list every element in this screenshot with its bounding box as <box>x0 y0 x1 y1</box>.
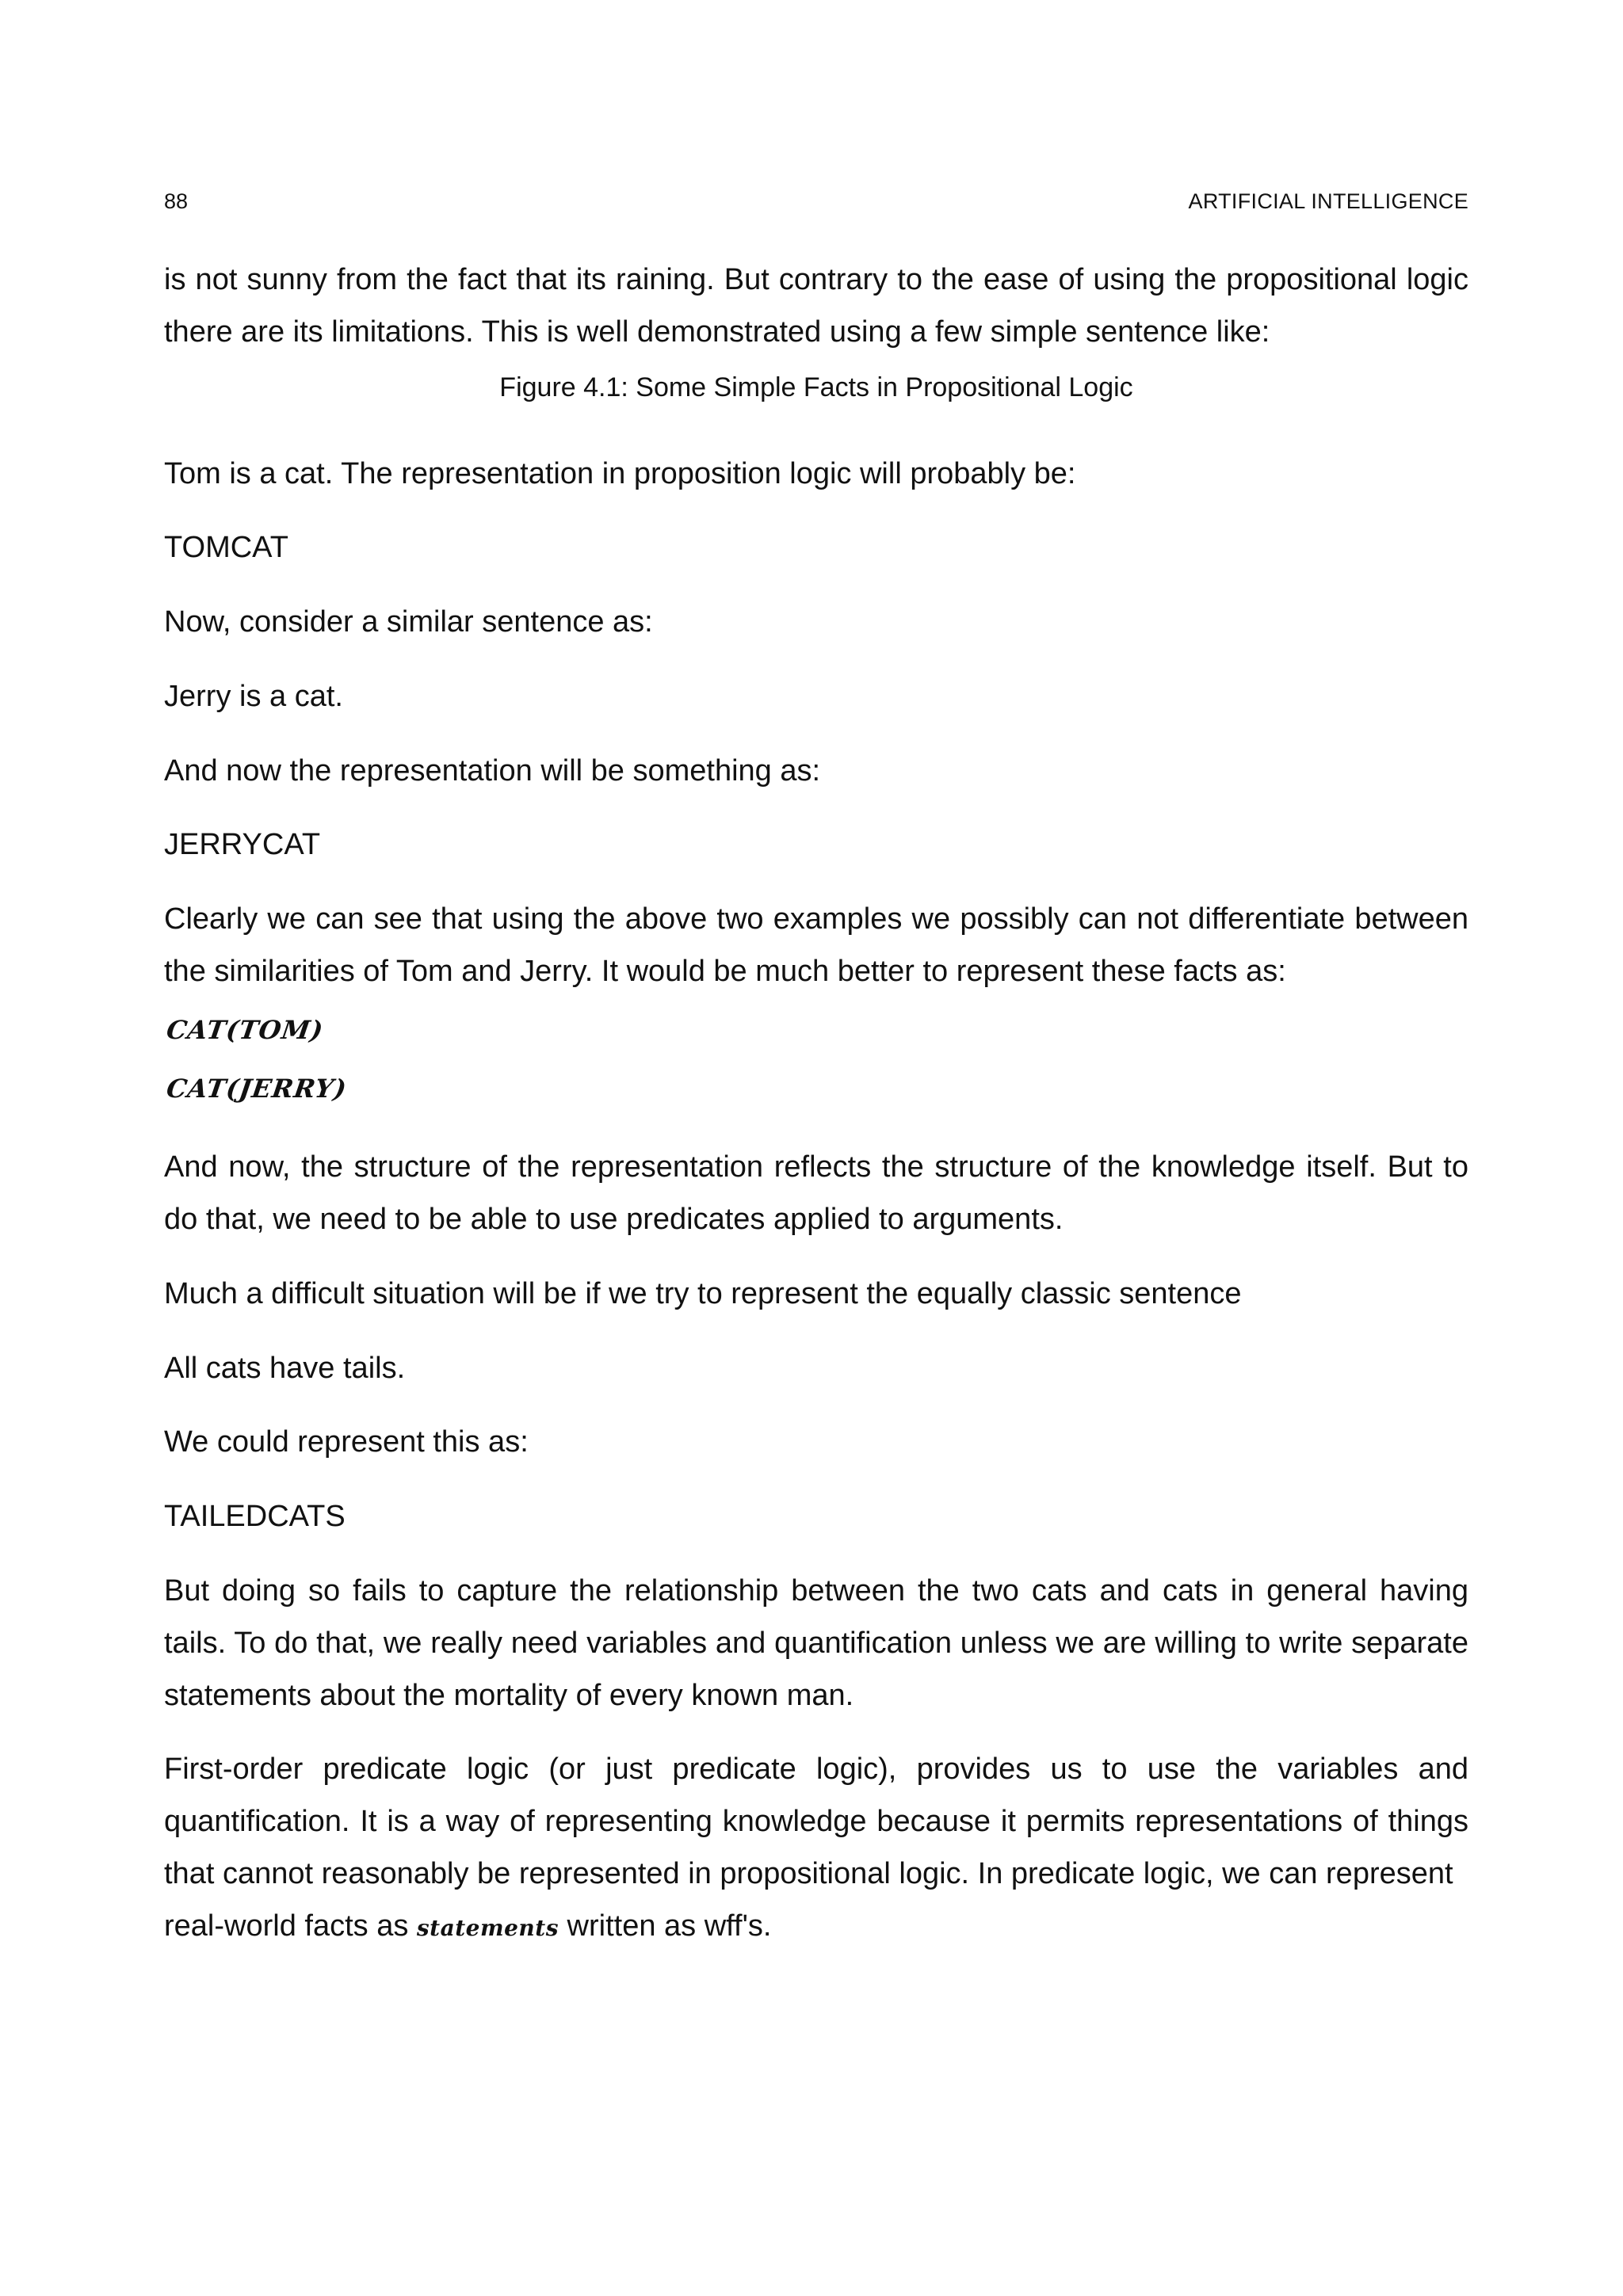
formula-cat-tom: CAT(TOM) <box>164 1015 326 1045</box>
paragraph-represent-as: We could represent this as: <box>164 1425 529 1459</box>
paragraph-all-cats: All cats have tails. <box>164 1352 406 1385</box>
real-world-text-start: real-world facts as <box>164 1909 417 1943</box>
paragraph-consider: Now, consider a similar sentence as: <box>164 605 653 639</box>
stylized-statements-word: statements <box>416 1915 559 1941</box>
paragraph-fails-capture: But doing so fails to capture the relationship between the two cats and cats in general having tails. To do that, we really need variables and quantification unless we are willing to write separate statements about the mortality of every known man. <box>164 1574 1468 1712</box>
example-tomcat: TOMCAT <box>164 531 288 564</box>
running-title: ARTIFICIAL INTELLIGENCE <box>1188 189 1468 213</box>
page-number: 88 <box>164 189 189 213</box>
real-world-text-end: written as wff's. <box>558 1909 772 1943</box>
paragraph-tom-sentence: Tom is a cat. The representation in proposition logic will probably be: <box>164 457 1076 490</box>
example-jerrycat: JERRYCAT <box>164 828 321 861</box>
example-tailedcats: TAILEDCATS <box>164 1500 346 1533</box>
paragraph-jerry-sentence: Jerry is a cat. <box>164 680 343 713</box>
formula-cat-jerry: CAT(JERRY) <box>164 1074 349 1104</box>
paragraph-structure: And now, the structure of the representation reflects the structure of the knowledge itself. But to do that, we need to be able to use predicates applied to arguments. <box>164 1150 1468 1236</box>
paragraph-differentiate: Clearly we can see that using the above two examples we possibly can not differentiate between the similarities of Tom and Jerry. It would be much better to represent these facts as: <box>164 902 1468 988</box>
paragraph-first-order: First-order predicate logic (or just predicate logic), provides us to use the variables and quantification. It is a way of representing knowledge because it permits representations of things that cannot reasonably be represented in propositional logic. In predicate logic, we can represent <box>164 1753 1468 1890</box>
running-header <box>164 187 1468 215</box>
paragraph-difficult: Much a difficult situation will be if we try to represent the equally classic sentence <box>164 1277 1242 1310</box>
paragraph-intro: is not sunny from the fact that its raining. But contrary to the ease of using the propositional logic there are its limitations. This is well demonstrated using a few simple sentence like: <box>164 263 1468 349</box>
figure-caption: Figure 4.1: Some Simple Facts in Propositional Logic <box>499 372 1133 402</box>
paragraph-representation: And now the representation will be something as: <box>164 754 821 788</box>
paragraph-real-world <box>164 1900 1468 1955</box>
